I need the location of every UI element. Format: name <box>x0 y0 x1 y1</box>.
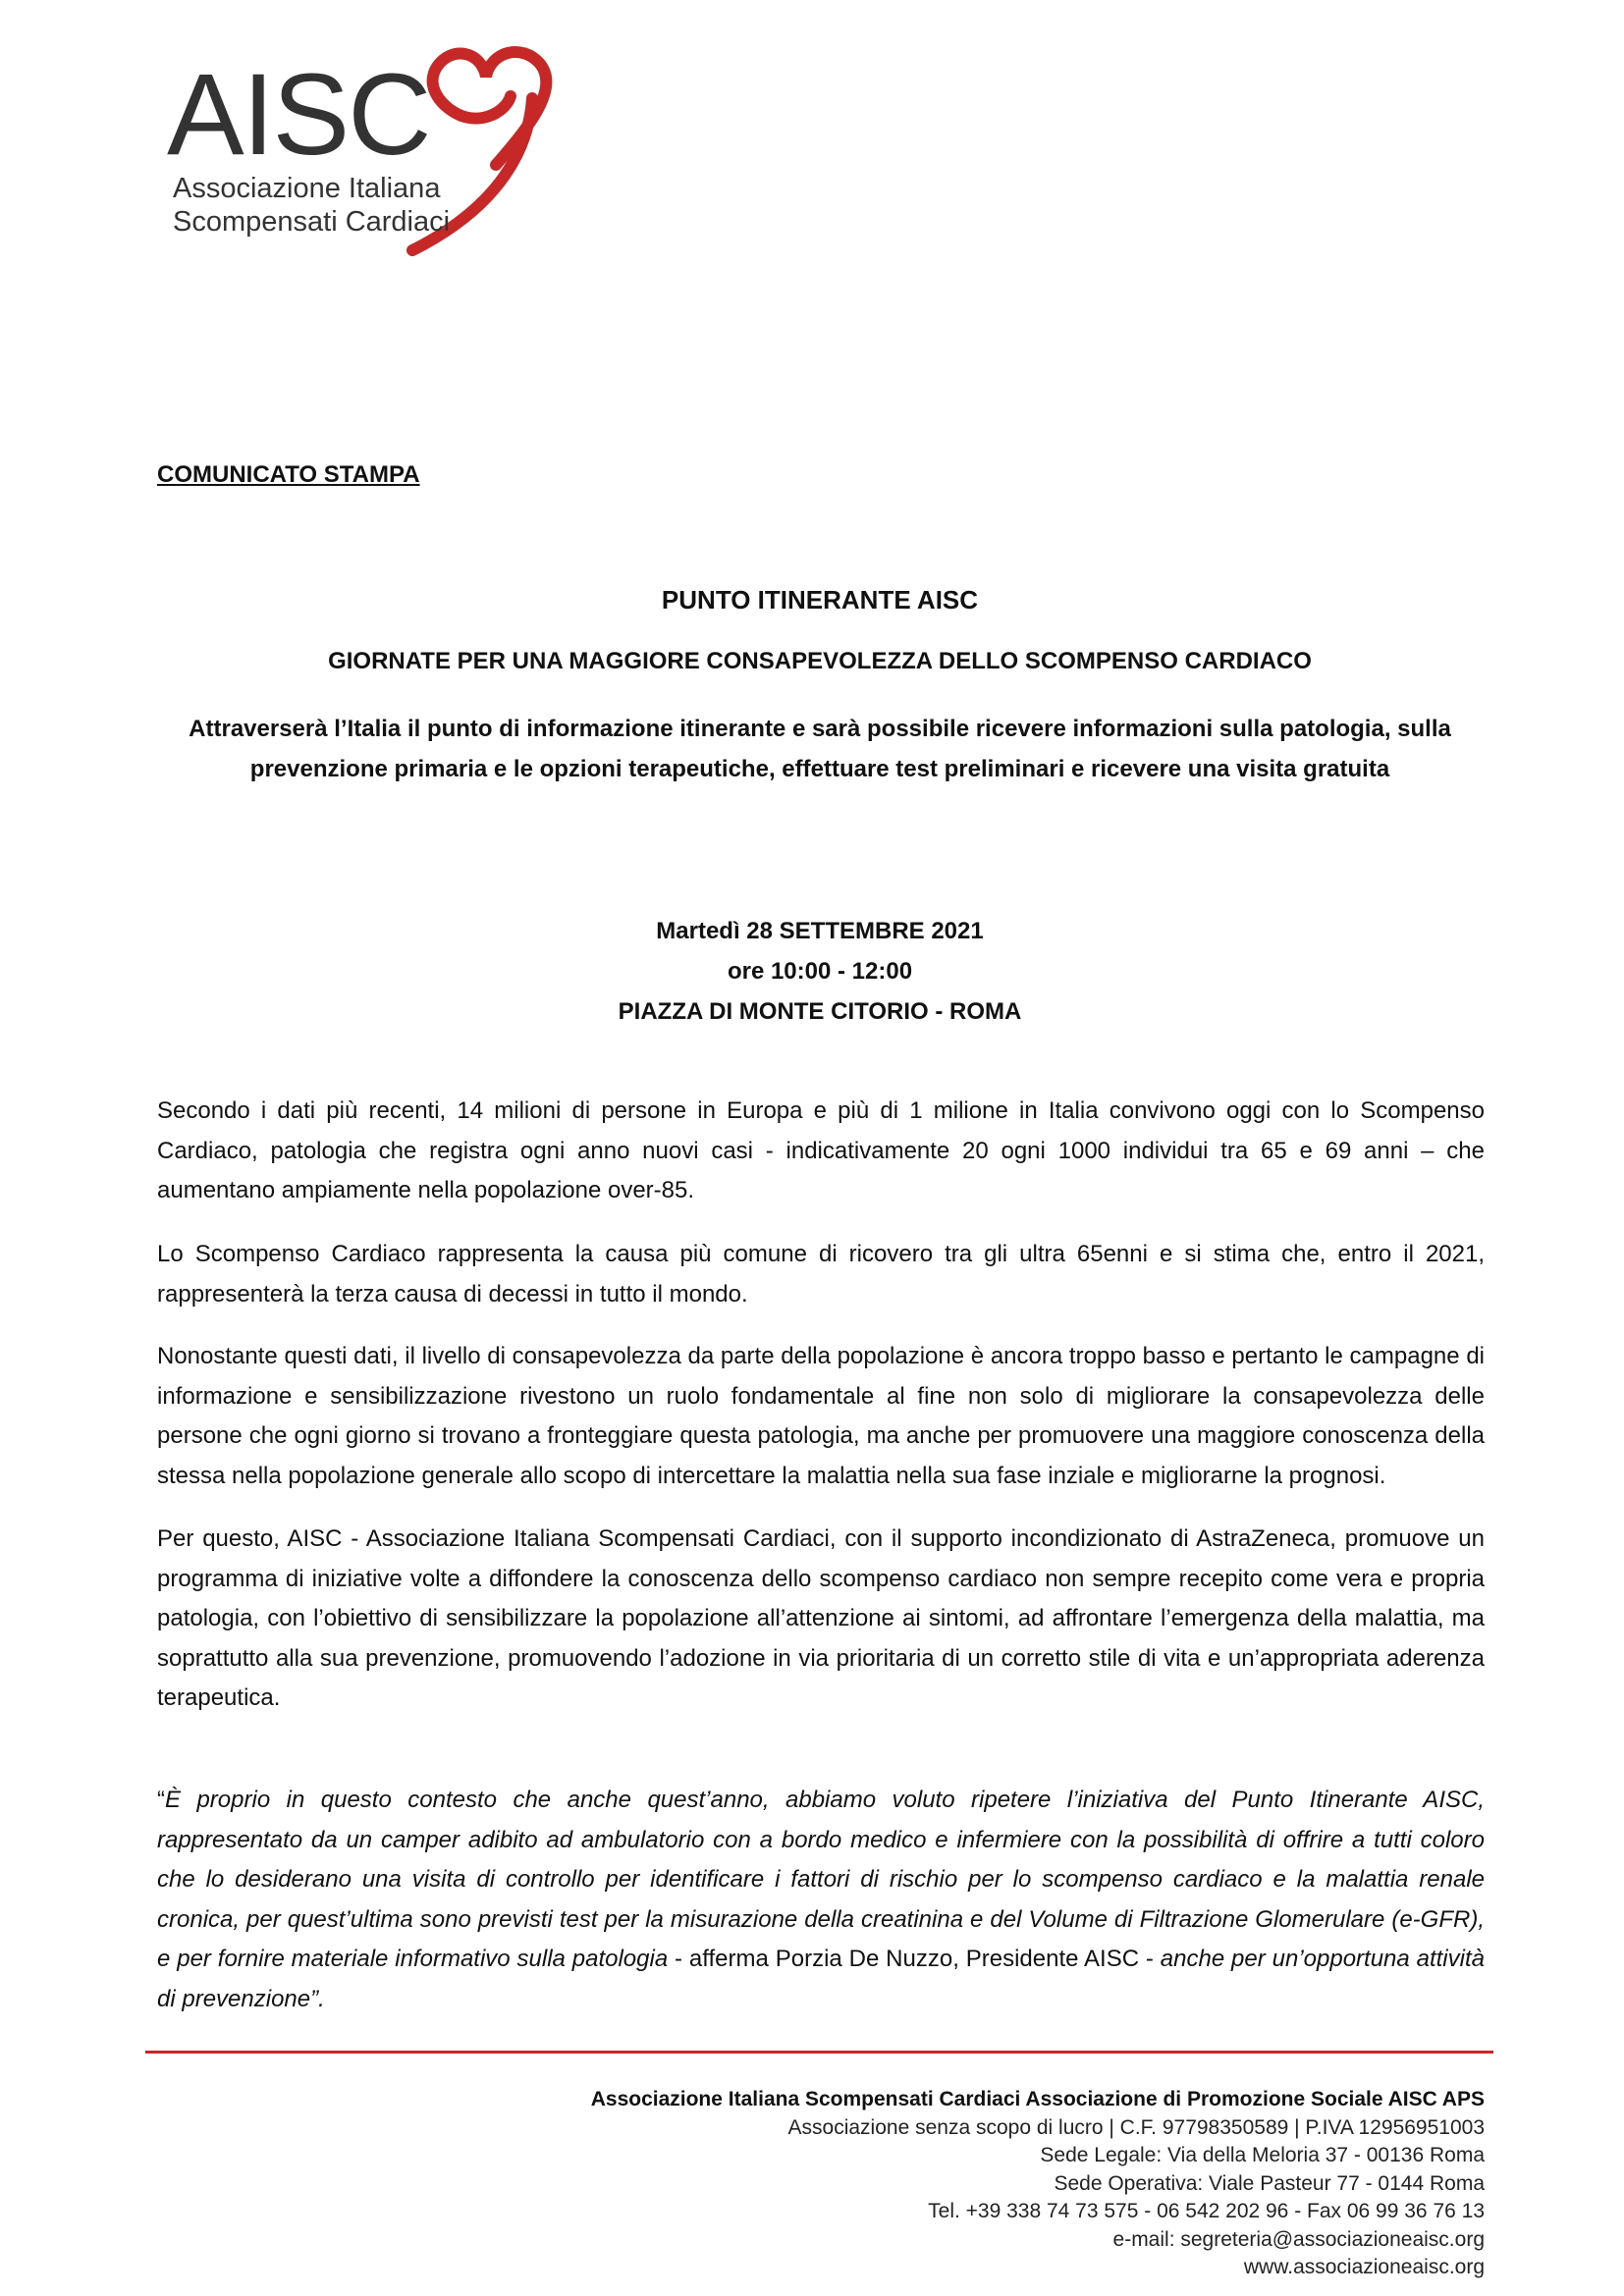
aisc-logo <box>167 39 579 265</box>
quote-text: È proprio in questo contesto che anche quest’anno, abbiamo voluto ripetere l’iniziativa del Punto Itinerante AISC, rappresentato da un camper adibito ad ambulatorio con a bordo medico e infermiere con la possibilità di offrire a tutti coloro che lo desiderano una visita di controllo per identificare i fattori di rischio per lo scompenso cardiaco e la malattia renale cronica, per quest’ultima sono previsti test per la misurazione della creatinina e del Volume di Filtrazione Glomerulare (e-GFR), e per fornire materiale informativo sulla patologia <box>157 1787 1485 1972</box>
event-time: ore 10:00 - 12:00 <box>727 958 913 985</box>
quote-attribution: - afferma Porzia De Nuzzo, Presidente AISC - <box>668 1946 1161 1972</box>
quote-paragraph <box>157 1781 1485 2019</box>
quote-open-mark: “ <box>157 1787 165 1813</box>
paragraph-2: Lo Scompenso Cardiaco rappresenta la causa più comune di ricovero tra gli ultra 65enni e si stima che, entro il 2021, rappresenterà la terza causa di decessi in tutto il mondo. <box>157 1241 1485 1308</box>
footer-legal-address: Sede Legale: Via della Meloria 37 - 00136 Roma <box>1040 2144 1485 2166</box>
event-date: Martedì 28 SETTEMBRE 2021 <box>656 918 984 944</box>
logo-acronym: AISC <box>167 50 430 180</box>
event-place: PIAZZA DI MONTE CITORIO - ROMA <box>618 998 1022 1025</box>
footer-email[interactable]: e-mail: segreteria@associazioneaisc.org <box>1112 2227 1485 2251</box>
logo-line-1: Associazione Italiana <box>173 173 441 204</box>
document-label: COMUNICATO STAMPA <box>157 461 420 488</box>
logo-line-2: Scompensati Cardiaci <box>173 206 451 238</box>
page-title: PUNTO ITINERANTE AISC <box>661 585 979 614</box>
footer-operative-address: Sede Operativa: Viale Pasteur 77 - 0144 Roma <box>1054 2171 1485 2195</box>
footer-tax-info: Associazione senza scopo di lucro | C.F. 97798350589 | P.IVA 12956951003 <box>787 2115 1485 2139</box>
quote-text-end: anche per un’opportuna attività di prevenzione”. <box>157 1946 1485 2012</box>
footer-website[interactable]: www.associazioneaisc.org <box>1243 2256 1485 2278</box>
lead-paragraph: Attraverserà l’Italia il punto di informazione itinerante e sarà possibile ricevere informazioni sulla patologia, sulla prevenzione primaria e le opzioni terapeutiche, effettuare test preliminari e ricevere una visita gratuita <box>189 716 1451 782</box>
footer-phone: Tel. +39 338 74 73 575 - 06 542 202 96 - Fax 06 99 36 76 13 <box>928 2200 1485 2222</box>
footer-divider <box>145 2051 1493 2054</box>
footer-org-name: Associazione Italiana Scompensati Cardiaci Associazione di Promozione Sociale AISC APS <box>590 2088 1485 2110</box>
paragraph-1: Secondo i dati più recenti, 14 milioni di persone in Europa e più di 1 milione in Italia convivono oggi con lo Scompenso Cardiaco, patologia che registra ogni anno nuovi casi - indicativamente 20 ogni 1000 individui tra 65 e 69 anni – che aumentano ampiamente nella popolazione over-85. <box>157 1097 1485 1203</box>
paragraph-3: Nonostante questi dati, il livello di consapevolezza da parte della popolazione è ancora troppo basso e pertanto le campagne di informazione e sensibilizzazione rivestono un ruolo fondamentale al fine non solo di migliorare la consapevolezza delle persone che ogni giorno si trovano a fronteggiare questa patologia, ma anche per promuovere una maggiore conoscenza della stessa nella popolazione generale allo scopo di intercettare la malattia nella sua fase inziale e migliorarne la prognosi. <box>157 1343 1485 1489</box>
page-subtitle: GIORNATE PER UNA MAGGIORE CONSAPEVOLEZZA DELLO SCOMPENSO CARDIACO <box>328 648 1312 674</box>
footer <box>591 2086 1485 2282</box>
paragraph-4: Per questo, AISC - Associazione Italiana Scompensati Cardiaci, con il supporto incondizionato di AstraZeneca, promuove un programma di iniziative volte a diffondere la conoscenza dello scompenso cardiaco non sempre recepito come vera e propria patologia, con l’obiettivo di sensibilizzare la popolazione all’attenzione ai sintomi, ad affrontare l’emergenza della malattia, ma soprattutto alla sua prevenzione, promuovendo l’adozione in via prioritaria di un corretto stile di vita e un’appropriata aderenza terapeutica. <box>157 1525 1485 1711</box>
